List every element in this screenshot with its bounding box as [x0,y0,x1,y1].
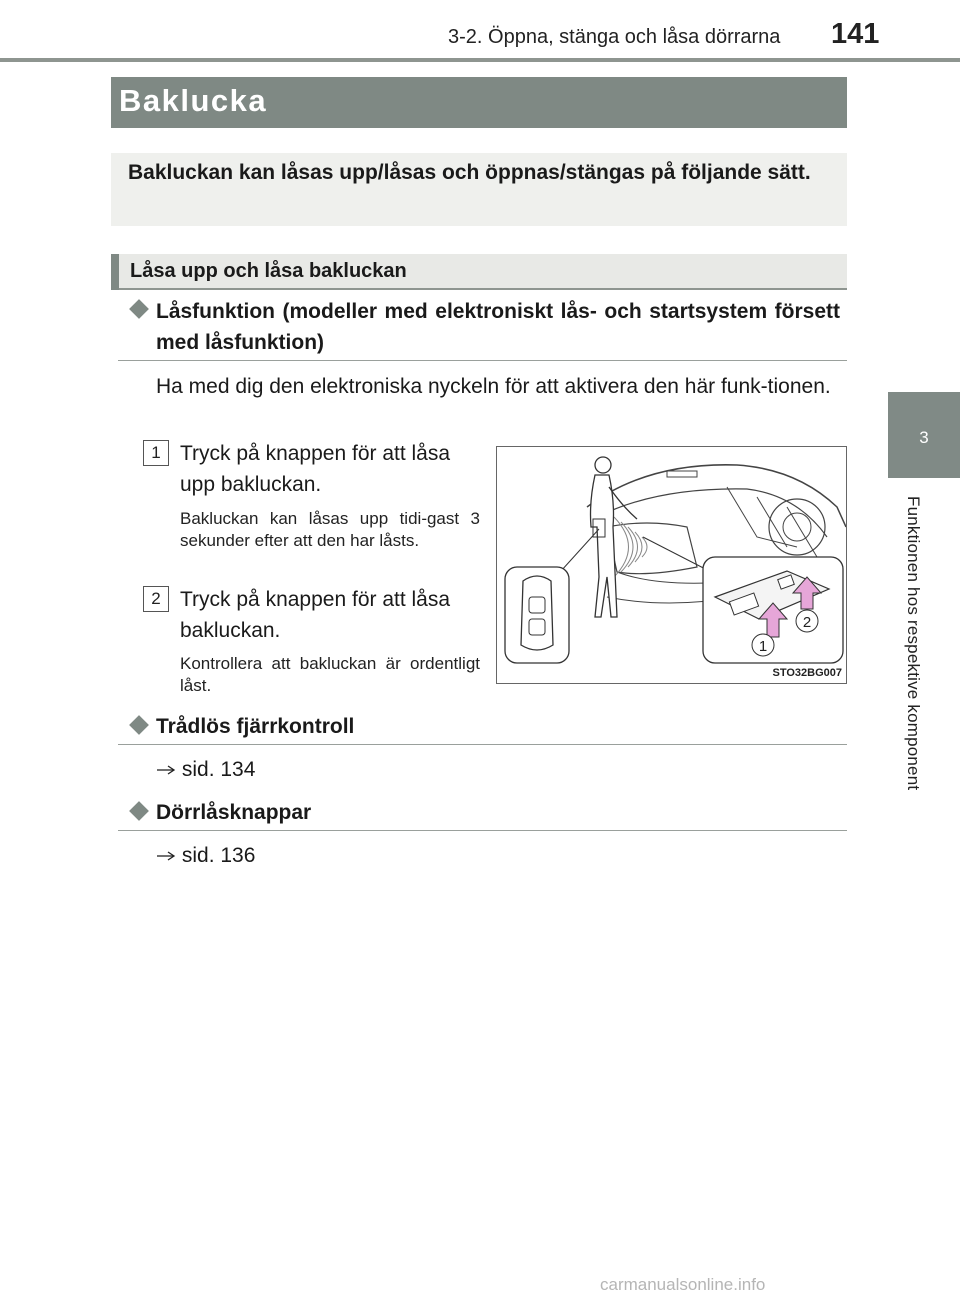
lock-function-heading: Låsfunktion (modeller med elektroniskt lås- och startsystem försett med låsfunktion) [156,300,840,354]
wireless-remote-reference-line [156,758,255,782]
door-lock-buttons-heading: Dörrlåsknappar [156,801,312,824]
callout-2: 2 [802,614,812,631]
illustration-code: STO32BG007 [772,667,842,679]
chapter-tab [888,392,960,478]
wireless-remote-rule [118,744,847,745]
callout-1: 1 [758,638,768,655]
step-1-text: Tryck på knappen för att låsa upp bakluckan. [180,442,451,496]
page-number: 141 [831,18,880,50]
subsection-title: Låsa upp och låsa bakluckan [130,260,407,282]
door-lock-buttons-rule [118,830,847,831]
step-1-note: Bakluckan kan låsas upp tidi-gast 3 sekunder efter att den har låsts. [180,509,480,550]
header-divider [0,58,960,62]
subsection-header [111,254,847,290]
wireless-remote-heading: Trådlös fjärrkontroll [156,715,355,738]
chapter-number: 3 [919,428,929,447]
chapter-title: Funktionen hos respektive komponent [904,496,923,791]
step-2-note: Kontrollera att bakluckan är ordentligt låst. [180,654,480,695]
lock-function-rule [118,360,847,361]
wireless-remote-reference[interactable]: sid. 134 [181,758,256,781]
watermark: carmanualsonline.info [600,1275,766,1294]
step-number-1: 1 [143,440,169,466]
intro-box [111,153,847,226]
step-2-text: Tryck på knappen för att låsa bakluckan. [180,588,451,642]
arrow-right-icon [156,844,176,868]
tailgate-illustration [496,446,847,684]
intro-text: Bakluckan kan låsas upp/låsas och öppnas/stängas på följande sätt. [128,161,811,184]
diamond-bullet-icon [129,801,149,821]
door-lock-buttons-reference[interactable]: sid. 136 [181,844,256,867]
door-lock-buttons-reference-line [156,844,255,868]
lock-function-body: Ha med dig den elektroniska nyckeln för att aktivera den här funk-tionen. [156,375,831,398]
arrow-right-icon [156,758,176,782]
running-header-section: 3-2. Öppna, stänga och låsa dörrarna [448,26,781,48]
diamond-bullet-icon [129,299,149,319]
diamond-bullet-icon [129,715,149,735]
page-title-bar [111,77,847,128]
step-number-2: 2 [143,586,169,612]
tailgate-drawing [497,447,846,683]
subsection-accent-bar [111,254,119,290]
page-title: Baklucka [119,83,268,118]
